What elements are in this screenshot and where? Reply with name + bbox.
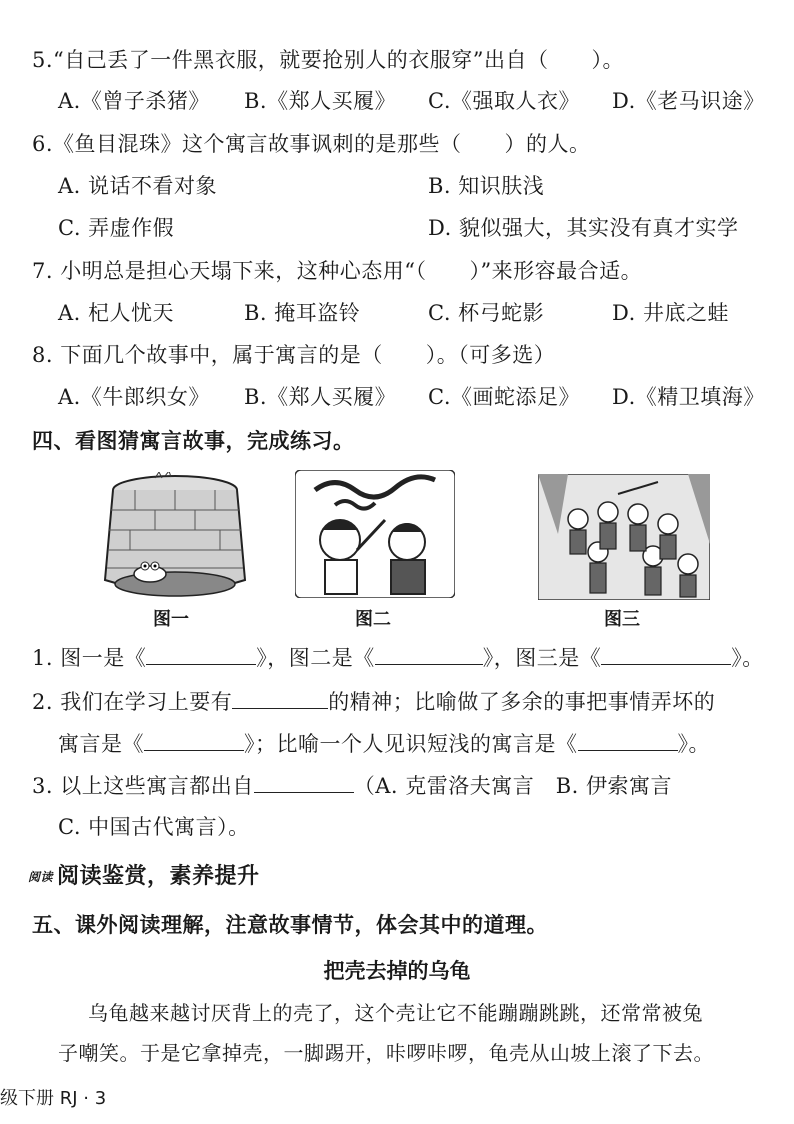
page-footer: 级下册 RJ · 3 (0, 1088, 107, 1109)
s4-q1-text-1: 1. 图一是《 (32, 646, 147, 670)
s4-q2-line-2 (58, 728, 710, 759)
q5-stem: 5.“自己丢了一件黑衣服，就要抢别人的衣服穿”出自（ ）。 (32, 48, 625, 72)
s4-q1-blank-1[interactable] (146, 642, 256, 665)
section4-heading: 四、看图猜寓言故事，完成练习。 (32, 429, 355, 453)
q5-option-d: D.《老马识途》 (612, 89, 765, 113)
q5-option-b: B.《郑人买履》 (244, 89, 397, 113)
s4-q2-blank-2[interactable] (144, 728, 244, 751)
s4-q1-text-3: 》，图三是《 (482, 646, 602, 670)
q6-option-a: A. 说话不看对象 (58, 174, 218, 198)
s4-q3-line-1 (32, 770, 672, 801)
reading-banner-text: 阅读鉴赏，素养提升 (57, 864, 260, 889)
s4-q3-line-2: C. 中国古代寓言）。 (58, 815, 250, 839)
s4-q1 (32, 642, 764, 673)
caption-picture-1: 图一 (153, 609, 189, 630)
story-paragraph-line-2: 子嘲笑。于是它拿掉壳，一脚踢开，咔啰咔啰，龟壳从山坡上滚了下去。 (58, 1041, 714, 1065)
s4-q2-text-2: 的精神；比喻做了多余的事把事情弄坏的 (328, 690, 716, 714)
snake-drawing-picture (295, 470, 455, 598)
caption-picture-2: 图二 (355, 609, 391, 630)
s4-q2-text-1: 2. 我们在学习上要有 (32, 690, 233, 714)
q8-option-c: C.《画蛇添足》 (428, 385, 580, 409)
s4-q1-blank-3[interactable] (601, 642, 731, 665)
s4-q2-text-5: 》。 (677, 732, 710, 756)
q7-option-c: C. 杯弓蛇影 (428, 301, 545, 325)
q5-option-c: C.《强取人衣》 (428, 89, 580, 113)
q8-stem: 8. 下面几个故事中，属于寓言的是（ ）。（可多选） (32, 343, 556, 367)
reading-banner (28, 862, 260, 892)
s4-q2-blank-1[interactable] (232, 686, 328, 709)
q8-option-d: D.《精卫填海》 (612, 385, 765, 409)
s4-q2-blank-3[interactable] (578, 728, 678, 751)
s4-q3-blank[interactable] (254, 770, 354, 793)
s4-q1-text-2: 》，图二是《 (256, 646, 375, 670)
s4-q3-text-1: 3. 以上这些寓言都出自 (32, 774, 254, 798)
s4-q3-text-2: （A. 克雷洛夫寓言 B. 伊索寓言 (353, 774, 673, 798)
s4-q1-blank-2[interactable] (375, 642, 483, 665)
q7-stem: 7. 小明总是担心天塌下来，这种心态用“（ ）”来形容最合适。 (32, 259, 643, 283)
q6-option-d: D. 貌似强大，其实没有真才实学 (428, 216, 739, 240)
q6-stem: 6.《鱼目混珠》这个寓言故事讽刺的是那些（ ）的人。 (32, 132, 591, 156)
caption-picture-3: 图三 (604, 609, 640, 630)
s4-q1-text-4: 》。 (731, 646, 764, 670)
section5-heading: 五、课外阅读理解，注意故事情节，体会其中的道理。 (32, 913, 548, 937)
story-title: 把壳去掉的乌龟 (323, 959, 471, 983)
crowd-scene-picture (538, 474, 710, 600)
q8-option-a: A.《牛郎织女》 (58, 385, 210, 409)
q7-option-b: B. 掩耳盗铃 (244, 301, 361, 325)
story-paragraph-line-1: 乌龟越来越讨厌背上的壳了，这个壳让它不能蹦蹦跳跳，还常常被兔 (88, 1001, 703, 1025)
well-frog-picture (95, 472, 255, 602)
q7-option-a: A. 杞人忧天 (58, 301, 175, 325)
q6-option-c: C. 弄虚作假 (58, 216, 175, 240)
q6-option-b: B. 知识肤浅 (428, 174, 545, 198)
q5-option-a: A.《曾子杀猪》 (58, 89, 210, 113)
q8-option-b: B.《郑人买履》 (244, 385, 397, 409)
reading-section-icon: 阅读 (28, 870, 54, 884)
q7-option-d: D. 井底之蛙 (612, 301, 729, 325)
s4-q2-text-3: 寓言是《 (58, 732, 144, 756)
s4-q2-text-4: 》；比喻一个人见识短浅的寓言是《 (244, 732, 578, 756)
s4-q2-line-1 (32, 686, 715, 717)
